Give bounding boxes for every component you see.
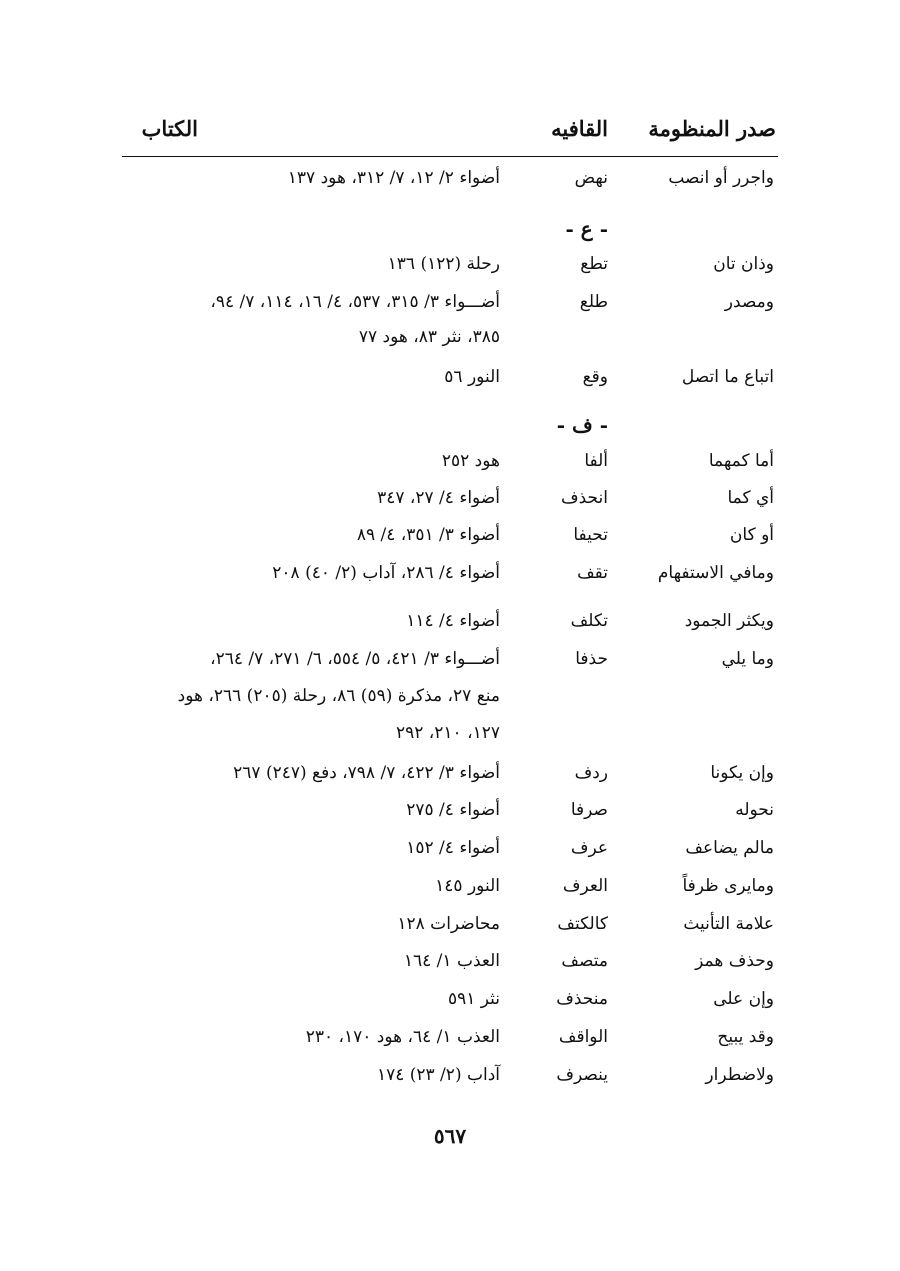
- book-reference-cell: أضواء ٤/ ١٥٢: [406, 838, 500, 858]
- rhyme-cell: انحذف: [561, 488, 608, 508]
- table-row: [0, 558, 900, 588]
- page-number: ٥٦٧: [433, 1124, 467, 1148]
- verse-start-cell: أي كما: [727, 488, 774, 508]
- verse-start-cell: اتباع ما اتصل: [681, 367, 774, 387]
- table-row-continuation: [0, 718, 900, 748]
- table-row-continuation: [0, 322, 900, 352]
- book-reference-continuation: ٣٨٥، نثر ٨٣، هود ٧٧: [358, 327, 500, 347]
- rhyme-cell: صرفا: [570, 800, 608, 820]
- rhyme-cell: تقف: [577, 563, 608, 583]
- rhyme-cell: متصف: [561, 951, 608, 971]
- column-header-verse-start: صدر المنظومة: [648, 116, 776, 141]
- verse-start-cell: ولاضطرار: [705, 1065, 774, 1085]
- rhyme-cell: كالكتف: [557, 914, 608, 934]
- book-reference-cell: أضواء ٣/ ٤٢٢، ٧/ ٧٩٨، دفع (٢٤٧) ٢٦٧: [233, 763, 500, 783]
- verse-start-cell: ومافي الاستفهام: [657, 563, 774, 583]
- rhyme-cell: تطع: [580, 254, 608, 274]
- table-row: [0, 1022, 900, 1052]
- table-row: [0, 287, 900, 317]
- table-row: [0, 909, 900, 939]
- verse-start-cell: علامة التأنيث: [683, 914, 774, 934]
- table-row: [0, 946, 900, 976]
- rhyme-cell: الواقف: [558, 1027, 608, 1047]
- book-reference-continuation: ١٢٧، ٢١٠، ٢٩٢: [396, 723, 500, 743]
- book-reference-cell: العذب ١/ ٦٤، هود ١٧٠، ٢٣٠: [305, 1027, 500, 1047]
- verse-start-cell: ويكثر الجمود: [684, 611, 774, 631]
- verse-start-cell: واجرر أو انصب: [668, 168, 774, 188]
- table-row: [0, 984, 900, 1014]
- verse-start-cell: نحوله: [735, 800, 774, 820]
- book-reference-cell: رحلة (١٢٢) ١٣٦: [387, 254, 500, 274]
- rhyme-cell: ينصرف: [556, 1065, 608, 1085]
- table-row: [0, 362, 900, 392]
- table-row: [0, 1060, 900, 1090]
- rhyme-cell: العرف: [562, 876, 608, 896]
- book-reference-cell: أضواء ٣/ ٣٥١، ٤/ ٨٩: [356, 525, 500, 545]
- book-reference-cell: آداب (٢/ ٢٣) ١٧٤: [376, 1065, 500, 1085]
- verse-start-cell: مالم يضاعف: [685, 838, 774, 858]
- table-row: [0, 483, 900, 513]
- verse-start-cell: وإن على: [713, 989, 774, 1009]
- verse-start-cell: ومصدر: [724, 292, 774, 312]
- table-row: [0, 644, 900, 674]
- rhyme-cell: عرف: [570, 838, 608, 858]
- rhyme-cell: تكلف: [570, 611, 608, 631]
- header-rule: [122, 156, 778, 157]
- verse-start-cell: أما كمهما: [708, 451, 774, 471]
- book-reference-cell: أضواء ٢/ ١٢، ٧/ ٣١٢، هود ١٣٧: [287, 168, 500, 188]
- book-reference-cell: النور ٥٦: [444, 367, 500, 387]
- rhyme-cell: حذفا: [575, 649, 608, 669]
- rhyme-cell: طلع: [579, 292, 608, 312]
- verse-start-cell: وقد يبيح: [717, 1027, 774, 1047]
- column-header-rhyme: القافيه: [551, 116, 608, 141]
- verse-start-cell: ومايرى ظرفاً: [682, 876, 774, 896]
- rhyme-cell: وقع: [582, 367, 608, 387]
- verse-start-cell: وحذف همز: [695, 951, 774, 971]
- book-reference-cell: نثر ٥٩١: [447, 989, 500, 1009]
- book-reference-cell: أضـــواء ٣/ ٣١٥، ٥٣٧، ٤/ ١٦، ١١٤، ٧/ ٩٤،: [210, 292, 500, 312]
- table-row: [0, 606, 900, 636]
- table-row-continuation: [0, 681, 900, 711]
- verse-start-cell: أو كان: [729, 525, 774, 545]
- verse-start-cell: وما يلي: [721, 649, 774, 669]
- table-row: [0, 833, 900, 863]
- table-row: [0, 871, 900, 901]
- rhyme-cell: ردف: [574, 763, 608, 783]
- rhyme-cell: منحذف: [556, 989, 608, 1009]
- book-reference-continuation: منع ٢٧، مذكرة (٥٩) ٨٦، رحلة (٢٠٥) ٢٦٦، هود: [177, 686, 500, 706]
- book-reference-cell: النور ١٤٥: [435, 876, 500, 896]
- table-row: [0, 520, 900, 550]
- verse-start-cell: وإن يكونا: [710, 763, 774, 783]
- book-reference-cell: أضواء ٤/ ٢٨٦، آداب (٢/ ٤٠) ٢٠٨: [272, 563, 500, 583]
- book-reference-cell: هود ٢٥٢: [441, 451, 500, 471]
- section-letter-heading: - ف -: [556, 413, 608, 437]
- table-row: [0, 758, 900, 788]
- book-reference-cell: أضـــواء ٣/ ٤٢١، ٥/ ٥٥٤، ٦/ ٢٧١، ٧/ ٢٦٤،: [210, 649, 500, 669]
- table-row: [0, 249, 900, 279]
- book-reference-cell: العذب ١/ ١٦٤: [403, 951, 500, 971]
- verse-start-cell: وذان تان: [713, 254, 774, 274]
- rhyme-cell: ألفا: [584, 451, 608, 471]
- table-row: [0, 795, 900, 825]
- section-letter-heading: - ع -: [565, 217, 608, 241]
- table-row: [0, 163, 900, 193]
- book-reference-cell: محاضرات ١٢٨: [397, 914, 500, 934]
- book-reference-cell: أضواء ٤/ ٢٧، ٣٤٧: [377, 488, 500, 508]
- rhyme-cell: نهض: [574, 168, 608, 188]
- book-reference-cell: أضواء ٤/ ١١٤: [406, 611, 500, 631]
- book-reference-cell: أضواء ٤/ ٢٧٥: [406, 800, 500, 820]
- rhyme-cell: تحيفا: [573, 525, 608, 545]
- table-row: [0, 446, 900, 476]
- column-header-book: الكتاب: [141, 116, 198, 141]
